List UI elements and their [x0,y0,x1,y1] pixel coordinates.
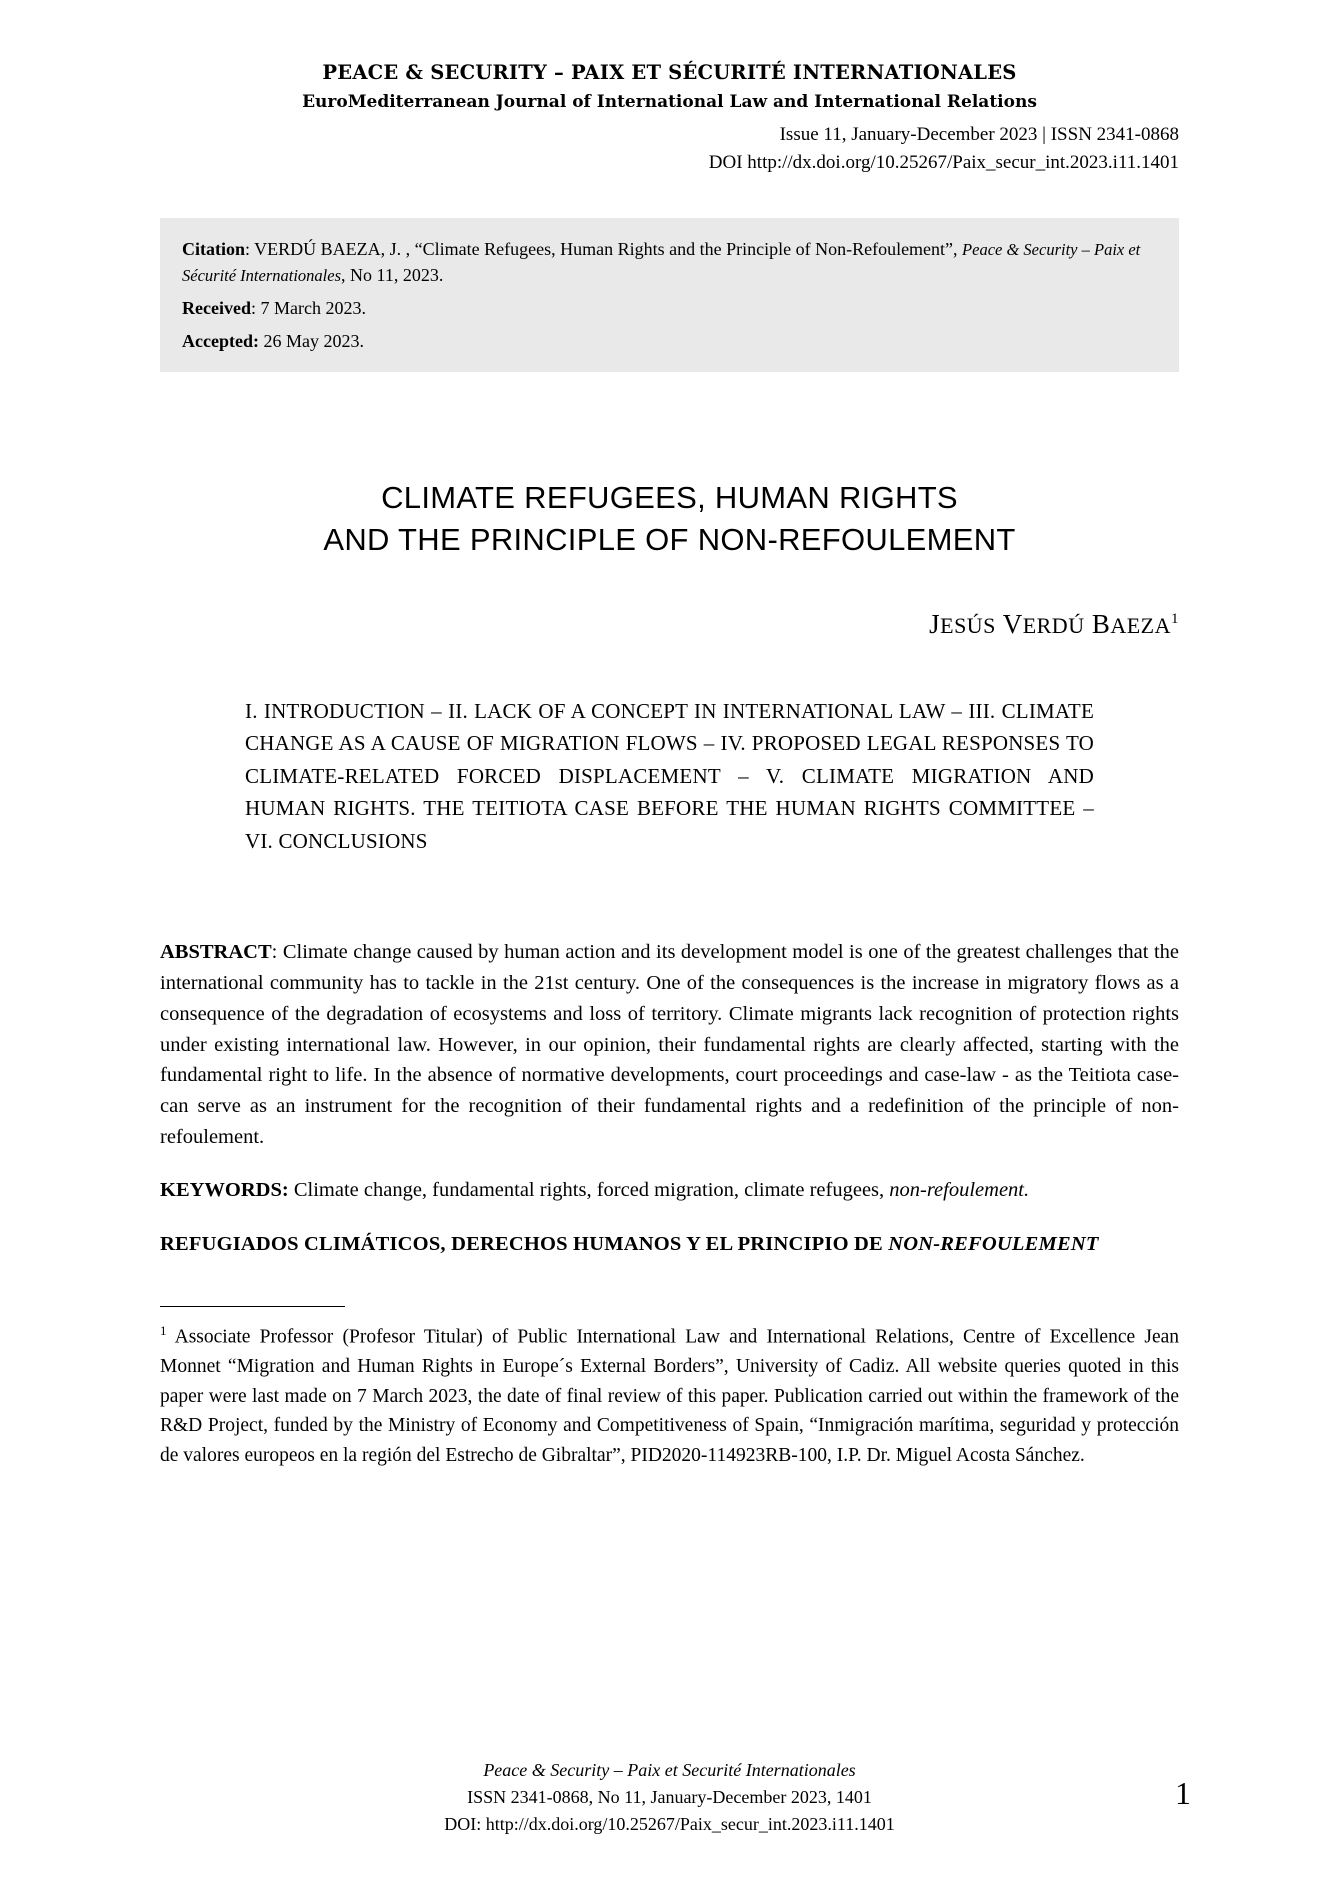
abstract-block [160,937,1179,1152]
accepted-line [182,328,1157,354]
keywords-label: KEYWORDS: [160,1178,289,1201]
footer-issn-line: ISSN 2341-0868, No 11, January-December 2023, 1401 [467,1787,872,1807]
author-footnote-marker: 1 [1171,610,1179,627]
citation-tail: , No 11, 2023. [341,264,444,285]
footnote-marker: 1 [160,1323,167,1339]
spanish-title-block [160,1229,1179,1260]
article-title [160,477,1179,561]
abstract-label: ABSTRACT [160,941,272,964]
footer-doi-line: DOI: http://dx.doi.org/10.25267/Paix_secur_int.2023.i11.1401 [444,1814,895,1834]
footnote-text: Associate Professor (Profesor Titular) of Public International Law and International Relations, Centre of Excellence Jean Monnet “Migration and Human Rights in Europe´s External Borders”, University of Cadiz. All website queries quoted in this paper were last made on 7 March 2023, the date of final review of this paper. Publication carried out within the framework of the R&D Project, funded by the Ministry of Economy and Competitiveness of Spain, “Inmigración marítima, seguridad y protección de valores europeos en la región del Estrecho de Gibraltar”, PID2020-114923RB-100, I.P. Dr. Miguel Acosta Sánchez. [160,1326,1179,1467]
journal-masthead [160,60,1179,176]
spanish-title-main: REFUGIADOS CLIMÁTICOS, DERECHOS HUMANOS Y EL PRINCIPIO DE [160,1233,889,1256]
received-label: Received [182,297,251,318]
abstract-text: : Climate change caused by human action and its development model is one of the greatest challenges that the international community has to tackle in the 21st century. One of the consequences is the increase in migratory flows as a consequence of the degradation of ecosystems and loss of territory. Climate migrants lack recognition of protection rights under existing international law. However, in our opinion, their fundamental rights are clearly affected, starting with the fundamental right to life. In the absence of normative developments, court proceedings and case-law - as the Teitiota case- can serve as an instrument for the recognition of their fundamental rights and a redefinition of the principle of non-refoulement. [160,941,1179,1148]
issue-issn-line: Issue 11, January-December 2023 | ISSN 2341-0868 [779,124,1179,146]
journal-title: PEACE & SECURITY – PAIX ET SÉCURITÉ INTERNATIONALES [322,61,1017,84]
spanish-title-italic: NON-REFOULEMENT [888,1233,1099,1256]
accepted-value: 26 May 2023. [258,330,364,351]
keywords-text: Climate change, fundamental rights, forced migration, climate refugees, [288,1178,890,1201]
citation-journal-name: Peace & Security – Paix et Sécurité Internationales [182,239,1141,285]
author-name: JESÚS VERDÚ BAEZA [929,608,1171,639]
received-value: : 7 March 2023. [250,297,366,318]
citation-text: : VERDÚ BAEZA, J. , “Climate Refugees, Human Rights and the Principle of Non-Refoulement”, [245,238,963,259]
article-title-line-2: AND THE PRINCIPLE OF NON-REFOULEMENT [323,521,1016,557]
citation-box [160,218,1179,372]
footer-journal-name: Peace & Security – Paix et Securité Internationales [483,1760,856,1780]
masthead-doi-line: DOI http://dx.doi.org/10.25267/Paix_secur_int.2023.i11.1401 [708,151,1179,173]
accepted-label: Accepted: [182,330,259,351]
footnote-1 [160,1321,1179,1471]
citation-line [182,236,1157,288]
page-number: 1 [1175,1775,1191,1811]
keywords-block [160,1175,1179,1206]
journal-subtitle: EuroMediterranean Journal of International Law and International Relations [302,92,1037,113]
citation-label: Citation [182,238,245,259]
page-footer [160,1757,1179,1838]
article-contents-summary: I. INTRODUCTION – II. LACK OF A CONCEPT IN INTERNATIONAL LAW – III. CLIMATE CHANGE AS A CAUSE OF MIGRATION FLOWS – IV. PROPOSED LEGAL RESPONSES TO CLIMATE-RELATED FORCED DISPLACEMENT – V. CLIMATE MIGRATION AND HUMAN RIGHTS. THE TEITIOTA CASE BEFORE THE HUMAN RIGHTS COMMITTEE – VI. CONCLUSIONS [245,698,1094,853]
author-line [160,609,1179,640]
received-line [182,295,1157,321]
article-title-line-1: CLIMATE REFUGEES, HUMAN RIGHTS [381,479,958,515]
keywords-italic-term: non-refoulement. [889,1178,1030,1201]
footnote-separator [160,1306,345,1307]
